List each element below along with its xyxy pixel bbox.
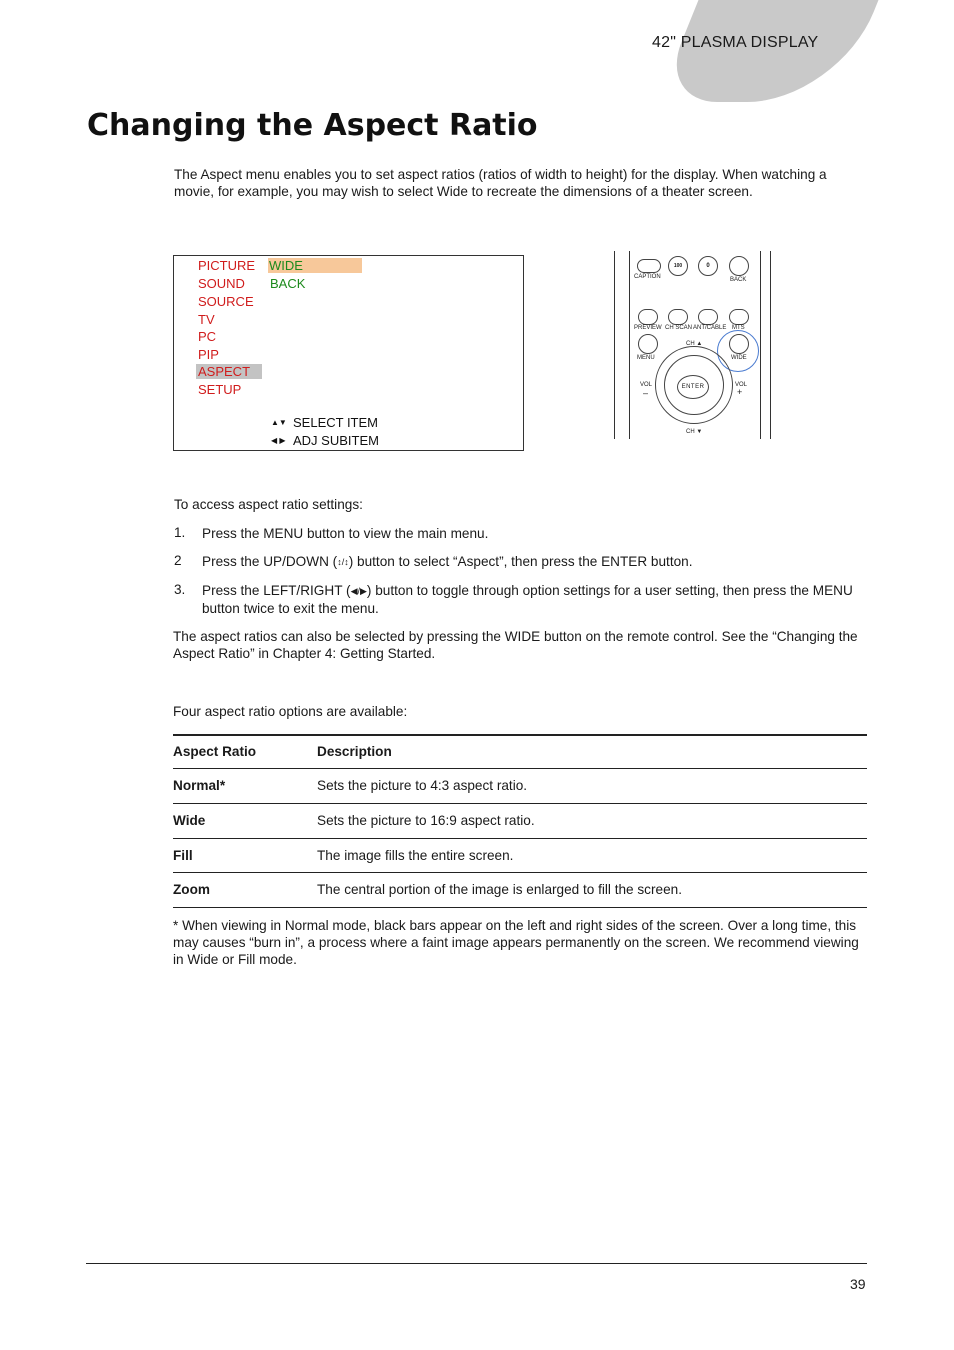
plus-icon: + [737,387,743,397]
osd-item-setup: SETUP [198,382,242,397]
wide-label: WIDE [731,355,747,361]
up-down-icon: ↕/↕ [337,557,349,567]
osd-item-pc: PC [198,329,217,344]
antcable-button [698,309,718,325]
minus-icon: – [643,388,649,398]
chscan-label: CH SCAN [665,325,693,331]
step-3-text: Press the LEFT/RIGHT (◀/▶) button to toggle through option settings for a user setting, then press the MENU button twice to exit the menu. [202,583,853,616]
up-down-arrow-icon: ▲▼ [271,418,287,427]
osd-item-picture: PICTURE [198,258,256,273]
zero-button: 0 [698,256,718,276]
page-number: 39 [850,1276,866,1292]
preview-button [638,309,658,325]
ch-up-label: CH ▲ [686,341,703,347]
options-intro: Four aspect ratio options are available: [173,704,408,719]
intro-paragraph: The Aspect menu enables you to set aspect ratios (ratios of width to height) for the display. When watching a movie, for example, you may wish to select Wide to recreate the dimensions of a theater screen. [174,167,827,199]
left-right-arrow-icon: ◀ ▶ [271,436,286,445]
menu-label: MENU [637,355,655,361]
table-row-normal-desc: Sets the picture to 4:3 aspect ratio. [317,778,528,793]
caption-button [637,259,661,273]
osd-item-source: SOURCE [198,294,254,309]
footer-rule [86,1263,867,1264]
header-title: 42" PLASMA DISPLAY [652,34,819,51]
preview-label: PREVIEW [634,325,662,331]
osd-item-aspect: ASPECT [196,364,262,379]
back-label: BACK [730,277,747,283]
osd-subitem-back: BACK [270,276,306,291]
table-row-wide-desc: Sets the picture to 16:9 aspect ratio. [317,813,535,828]
osd-subitem-wide: WIDE [268,258,362,273]
step-1-number: 1. [174,525,186,540]
vol-plus-label: VOL [735,382,748,388]
osd-item-sound: SOUND [198,276,245,291]
step-3-number: 3. [174,582,186,597]
step-2-text: Press the UP/DOWN (↕/↕) button to select “Aspect”, then press the ENTER button. [202,554,693,569]
enter-button: ENTER [677,375,709,399]
table-row-normal-key: Normal* [173,778,226,793]
osd-hint-adjust [271,433,379,448]
page-title: Changing the Aspect Ratio [87,108,538,143]
menu-button [638,334,658,354]
table-row-fill-key: Fill [173,848,193,863]
caption-label: CAPTION [634,274,661,280]
back-button [729,256,749,276]
step-2-number: 2 [174,553,182,568]
left-right-icon: ◀/▶ [350,586,367,596]
vol-minus-label: VOL [640,382,653,388]
table-header-description: Description [317,744,392,759]
table-row-wide-key: Wide [173,813,206,828]
table-row-zoom-key: Zoom [173,882,210,897]
antcable-label: ANT/CABLE [693,325,727,331]
osd-menu-figure [173,255,524,451]
access-intro: To access aspect ratio settings: [174,497,363,512]
step-1-text: Press the MENU button to view the main menu. [202,526,489,541]
osd-hint-select [271,415,378,430]
table-row-zoom-desc: The central portion of the image is enlarged to fill the screen. [317,882,682,897]
osd-hint-adjust-text: ADJ SUBITEM [293,433,379,448]
footnote: * When viewing in Normal mode, black bars appear on the left and right sides of the screen. Over a long time, this may causes “burn in”, a process where a faint image appears permanently on the screen. We recommend viewing in Wide or Fill mode. [173,918,859,967]
mts-button [729,309,749,325]
table-row-fill-desc: The image fills the entire screen. [317,848,514,863]
osd-item-tv: TV [198,312,215,327]
wide-note: The aspect ratios can also be selected by pressing the WIDE button on the remote control. See the “Changing the Aspect Ratio” in Chapter 4: Getting Started. [173,629,858,661]
chscan-button [668,309,688,325]
ch-down-label: CH ▼ [686,429,703,435]
mts-label: MTS [732,325,745,331]
hundred-button: 100 [668,256,688,276]
osd-hint-select-text: SELECT ITEM [293,415,379,430]
remote-control-figure [614,251,772,441]
table-header-aspect-ratio: Aspect Ratio [173,744,257,759]
osd-item-pip: PIP [198,347,219,362]
